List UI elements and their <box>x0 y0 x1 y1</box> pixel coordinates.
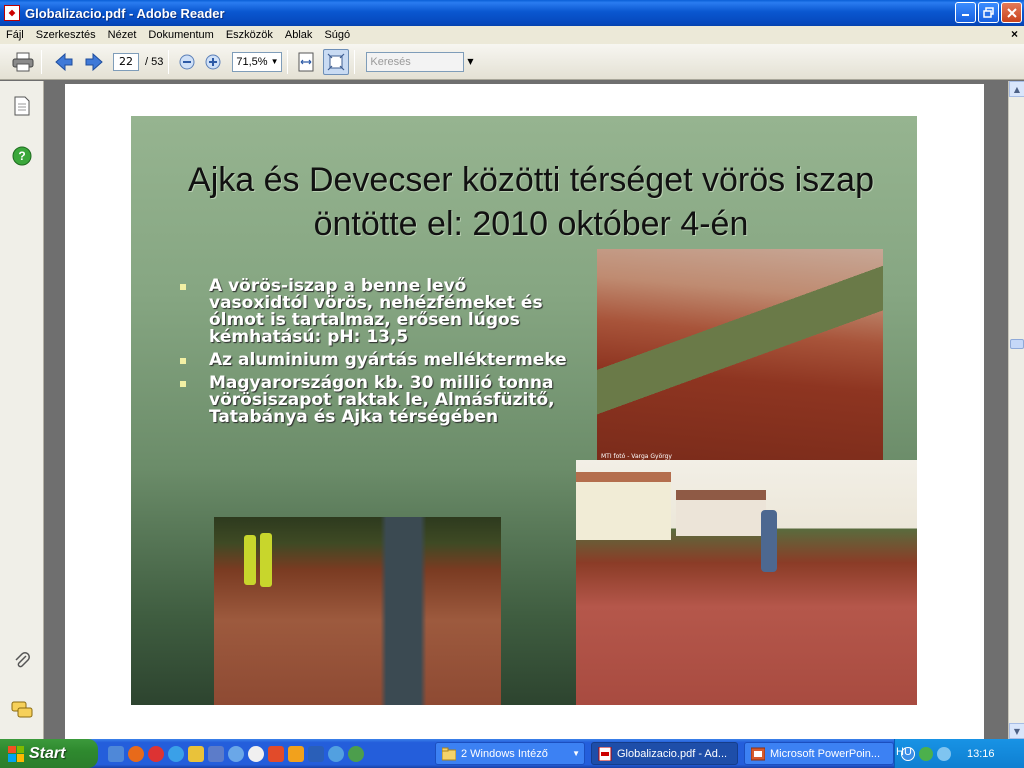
fit-page-button[interactable] <box>323 49 349 75</box>
scroll-thumb[interactable] <box>1010 339 1024 349</box>
slide-title: Ajka és Devecser közötti térséget vörös iszap öntötte el: 2010 október 4-én <box>188 161 874 243</box>
window-title: Globalizacio.pdf - Adobe Reader <box>25 5 225 21</box>
mail-icon[interactable] <box>268 746 284 762</box>
muddy-road-photo <box>214 517 501 705</box>
task-label: Microsoft PowerPoin... <box>770 747 881 760</box>
attachments-panel-button[interactable] <box>11 649 33 671</box>
menu-help[interactable]: Súgó <box>324 29 351 41</box>
page-number-input[interactable]: 22 <box>113 53 139 71</box>
menu-document[interactable]: Dokumentum <box>148 29 214 41</box>
fit-page-icon <box>327 53 345 71</box>
pdf-icon <box>598 747 612 761</box>
powerpoint-icon <box>751 747 765 761</box>
start-button[interactable] <box>0 739 98 768</box>
pdf-page <box>65 84 984 739</box>
minimize-icon <box>961 8 970 17</box>
network-icon[interactable] <box>919 747 933 761</box>
print-button[interactable] <box>10 49 36 75</box>
restore-button[interactable] <box>978 2 999 23</box>
fit-width-icon <box>297 52 315 72</box>
document-view[interactable] <box>45 81 1008 739</box>
help-button[interactable] <box>11 145 33 167</box>
menu-file[interactable]: Fájl <box>6 29 24 41</box>
house-shape <box>676 490 766 536</box>
comments-icon <box>11 701 33 719</box>
slide-bullet: Magyarországon kb. 30 millió tonna vörösiszapot raktak le, Almásfüzitő, Tatabánya és Ajka térségében <box>177 375 567 426</box>
scroll-down-button[interactable]: ▼ <box>1009 723 1024 739</box>
firefox-icon[interactable] <box>128 746 144 762</box>
system-tray <box>894 739 1024 768</box>
taskbar <box>0 739 1024 768</box>
scroll-up-button[interactable]: ▲ <box>1009 81 1024 97</box>
adobe-reader-icon <box>4 5 20 21</box>
toolbar-separator <box>354 50 355 74</box>
fit-width-button[interactable] <box>293 49 319 75</box>
menu-bar <box>0 26 1024 44</box>
internet-explorer-icon[interactable] <box>168 746 184 762</box>
menu-edit[interactable]: Szerkesztés <box>35 29 96 41</box>
web-browser-icon[interactable] <box>328 746 344 762</box>
chevron-down-icon: ▼ <box>270 57 279 66</box>
search-input[interactable]: Keresés <box>366 52 464 72</box>
folder-shortcut-icon[interactable] <box>188 746 204 762</box>
clock-icon[interactable] <box>288 746 304 762</box>
toolbar <box>0 44 1024 80</box>
navigation-pane <box>0 81 44 739</box>
language-indicator[interactable]: HU <box>896 746 912 758</box>
windows-logo-icon <box>8 746 24 762</box>
clock[interactable]: 13:16 <box>967 747 995 760</box>
flooded-street-photo <box>576 460 917 705</box>
title-bar <box>0 0 1024 26</box>
slide <box>131 116 917 705</box>
task-adobe-reader[interactable] <box>591 742 738 765</box>
photo-credit: MTI fotó - Varga György <box>601 453 672 460</box>
search-icon[interactable] <box>228 746 244 762</box>
quick-launch <box>108 746 364 762</box>
toolbar-separator <box>41 50 42 74</box>
printer-icon <box>12 52 34 72</box>
media-player-icon[interactable] <box>148 746 164 762</box>
minimize-button[interactable] <box>955 2 976 23</box>
task-windows-explorer[interactable] <box>435 742 585 765</box>
menu-tools[interactable]: Eszközök <box>225 29 273 41</box>
task-label: Globalizacio.pdf - Ad... <box>617 747 728 760</box>
disc-icon[interactable] <box>248 746 264 762</box>
start-label: Start <box>29 744 66 762</box>
toolbar-separator <box>287 50 288 74</box>
comments-panel-button[interactable] <box>11 699 33 721</box>
folder-icon <box>442 747 456 761</box>
restore-icon <box>983 7 994 18</box>
slide-bullet-list <box>177 278 567 432</box>
search-dropdown-icon[interactable]: ▼ <box>467 57 474 66</box>
save-icon[interactable] <box>208 746 224 762</box>
page-total: / 53 <box>145 55 164 68</box>
paint-icon[interactable] <box>308 746 324 762</box>
zoom-level-value: 71,5% <box>236 55 268 68</box>
svg-text:?: ? <box>18 149 26 163</box>
zoom-out-icon <box>179 54 195 70</box>
close-icon <box>1007 8 1017 18</box>
person-shape <box>761 510 777 572</box>
zoom-in-button[interactable] <box>200 49 226 75</box>
chevron-down-icon: ▼ <box>572 749 580 758</box>
close-button[interactable] <box>1001 2 1022 23</box>
zoom-level-select[interactable] <box>232 52 282 72</box>
menu-window[interactable]: Ablak <box>284 29 313 41</box>
show-desktop-icon[interactable] <box>108 746 124 762</box>
pages-icon <box>14 96 30 116</box>
paperclip-icon <box>12 650 32 670</box>
zoom-out-button[interactable] <box>174 49 200 75</box>
menu-view[interactable]: Nézet <box>107 29 137 41</box>
pages-panel-button[interactable] <box>11 95 33 117</box>
next-page-button[interactable] <box>81 49 107 75</box>
chrome-icon[interactable] <box>348 746 364 762</box>
slide-bullet: Az aluminium gyártás melléktermeke <box>177 352 567 369</box>
task-powerpoint[interactable] <box>744 742 894 765</box>
zoom-in-icon <box>205 54 221 70</box>
volume-icon[interactable] <box>937 747 951 761</box>
slide-bullet: A vörös-iszap a benne levő vasoxidtól vörös, nehézfémeket és ólmot is tartalmaz, erősen lúgos kémhatású: pH: 13,5 <box>177 278 567 346</box>
task-label: 2 Windows Intéző <box>461 747 548 760</box>
help-icon <box>12 146 32 166</box>
vertical-scrollbar[interactable] <box>1008 81 1024 739</box>
arrow-right-icon <box>84 53 104 71</box>
previous-page-button[interactable] <box>51 49 77 75</box>
dam-breach-photo <box>597 249 883 463</box>
person-shape <box>244 535 256 585</box>
document-close-button[interactable]: × <box>1010 27 1018 41</box>
house-shape <box>576 472 671 540</box>
arrow-left-icon <box>54 53 74 71</box>
toolbar-separator <box>168 50 169 74</box>
person-shape <box>260 533 272 587</box>
